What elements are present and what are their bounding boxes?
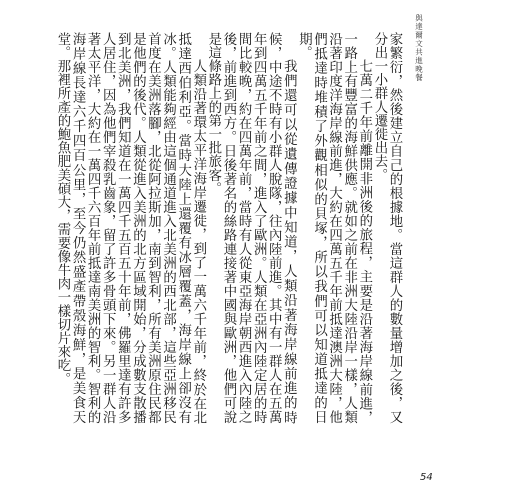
- paragraph: 我們還可以從遺傳證據中知道，人類沿著海岸線前進的時候，中途不時有小群人脫隊，往內陸前進。其中有一群人在五萬年到四萬五千年前之間，進入了歐洲。人類在亞洲內陸定居的時間比較晚，約在四萬年前，當時有人從東亞海岸朝西進入內陸之後，前進到西方。日後著名的絲路連接著中國與歐洲，他們可說是這條路上的第一批旅客。: [205, 32, 297, 424]
- running-header: 與達爾文共進晚餐: [414, 14, 424, 82]
- body-text: [54, 32, 402, 424]
- paragraph: 家繁衍，然後建立自己的根據地。當這群人的數量增加之後，又分出一小群人遷徙出去。: [371, 32, 402, 424]
- paragraph: 人類沿著環太平洋海岸遷徙，到了一萬六千年前，終於在北抵達西伯利亞。當時大陸上還覆有冰層覆蓋，海岸線上卻沒有冰。人類能夠經由這個通道進入北美洲的西北部，這些亞洲移民首度在美洲落腳，北從阿拉斯加，南到智利，所有美洲原住民都是他們的後代。人類從進入美洲的北方區域開始，分成數支散播到北美洲，我們知道在一萬四千五百五十年前，佛羅里達有許多人居住，因為他們宰殺乳齒象，留了許多骨頭下來。另一群人沿著太平洋，大約在一萬四千六百年前抵達南美洲的智利。智利的海岸線長達六千四百公里，至今仍然盛產帶殼海鮮，是美食天堂。那裡所產的鮑魚肥美碩大，需要像牛肉一樣切片來吃。: [54, 32, 206, 424]
- paragraph: 七萬二千年前離開非洲後的旅程，主要是沿著海岸線前進，一路上有豐富的海鮮供應。就如之前在非洲大陸沿岸一樣，人類沿著印度洋海岸線前進，大約在四萬五千年前抵達澳洲大陸，他們抵達時堆積了外觀相似的貝塚，所以我們可以知道抵達的日期。: [296, 32, 372, 424]
- page-number: 54: [420, 472, 433, 483]
